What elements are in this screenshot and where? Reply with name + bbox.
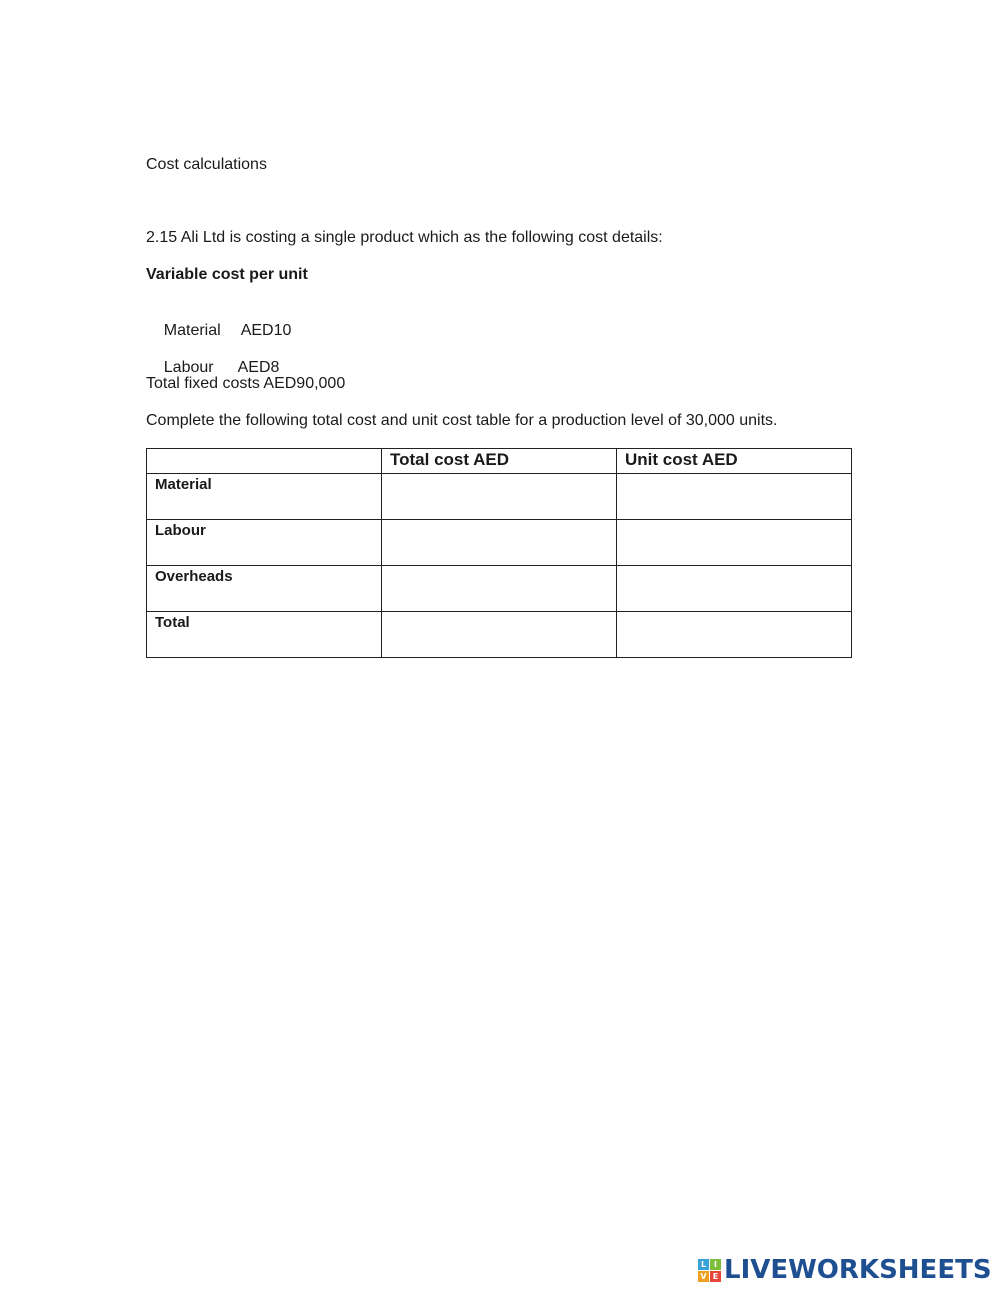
row-label-overheads: Overheads xyxy=(147,566,382,612)
labour-total-cost-cell[interactable] xyxy=(382,520,617,566)
overheads-total-cost-cell[interactable] xyxy=(382,566,617,612)
fixed-costs-line: Total fixed costs AED90,000 xyxy=(146,375,346,392)
logo-letter-e: E xyxy=(710,1271,721,1282)
header-unit-cost: Unit cost AED xyxy=(617,449,852,474)
total-unit-cost-cell[interactable] xyxy=(617,612,852,658)
labour-label: Labour xyxy=(163,359,214,376)
table-header-row xyxy=(147,449,852,474)
row-label-material: Material xyxy=(147,474,382,520)
header-blank xyxy=(147,449,382,474)
material-unit-cost-cell[interactable] xyxy=(617,474,852,520)
variable-cost-heading: Variable cost per unit xyxy=(146,266,308,283)
row-label-total: Total xyxy=(147,612,382,658)
page-title: Cost calculations xyxy=(146,156,267,173)
logo-letter-l: L xyxy=(698,1259,709,1270)
row-label-labour: Labour xyxy=(147,520,382,566)
liveworksheets-logo[interactable] xyxy=(698,1257,992,1283)
labour-value: AED8 xyxy=(237,359,280,376)
question-text: 2.15 Ali Ltd is costing a single product which as the following cost details: xyxy=(146,229,663,246)
material-value: AED10 xyxy=(240,322,292,339)
table-row xyxy=(147,474,852,520)
table-row xyxy=(147,566,852,612)
cost-table xyxy=(146,448,852,658)
logo-letter-v: V xyxy=(698,1271,709,1282)
logo-letter-i: I xyxy=(710,1259,721,1270)
header-total-cost: Total cost AED xyxy=(382,449,617,474)
total-total-cost-cell[interactable] xyxy=(382,612,617,658)
table-row xyxy=(147,520,852,566)
instruction-text: Complete the following total cost and unit cost table for a production level of 30,000 units. xyxy=(146,412,778,429)
labour-unit-cost-cell[interactable] xyxy=(617,520,852,566)
live-blocks-icon xyxy=(698,1259,721,1282)
material-label: Material xyxy=(163,322,221,339)
overheads-unit-cost-cell[interactable] xyxy=(617,566,852,612)
material-total-cost-cell[interactable] xyxy=(382,474,617,520)
brand-name: LIVEWORKSHEETS xyxy=(724,1255,992,1285)
table-row xyxy=(147,612,852,658)
